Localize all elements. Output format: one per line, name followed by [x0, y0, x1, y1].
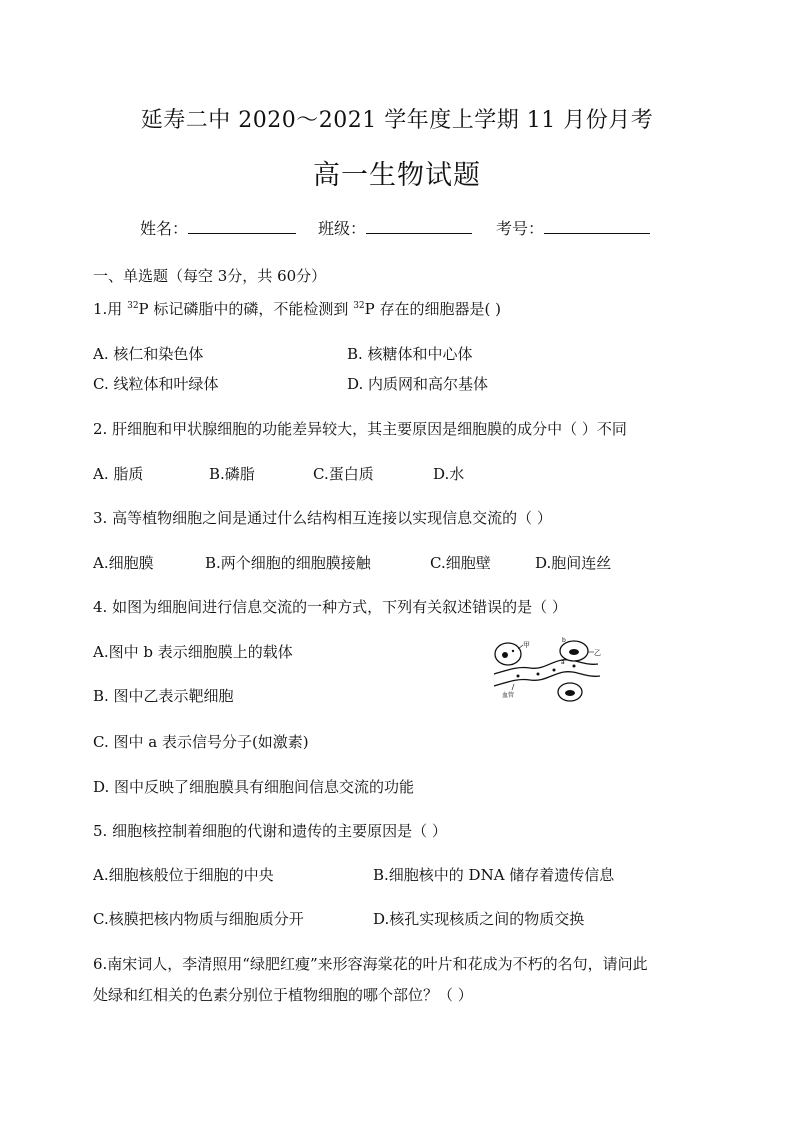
label-yi: 乙: [594, 649, 601, 657]
question-2-option-a: A. 脂质: [93, 465, 144, 483]
signal-molecule: [573, 665, 576, 668]
question-1-option-c: C. 线粒体和叶绿体: [93, 375, 219, 393]
question-5-option-c: C.核膜把核内物质与细胞质分开: [93, 910, 304, 928]
question-3-stem: 3. 高等植物细胞之间是通过什么结构相互连接以实现信息交流的（ ）: [93, 509, 552, 527]
signal-molecule: [517, 675, 520, 678]
vessel-lower-wall: [494, 672, 600, 686]
question-3-option-c: C.细胞壁: [430, 554, 491, 572]
exam-number-label: 考号：: [496, 219, 545, 238]
label-b: b: [562, 637, 566, 644]
exam-title: 延寿二中 2020～2021 学年度上学期 11 月份月考: [140, 108, 654, 133]
question-3-option-d: D.胞间连丝: [535, 554, 612, 572]
signal-molecule: [512, 650, 514, 652]
name-label: 姓名：: [140, 219, 189, 238]
question-4-option-b: B. 图中乙表示靶细胞: [93, 687, 234, 705]
name-field: [140, 216, 296, 239]
question-3-option-a: A.细胞膜: [93, 554, 154, 572]
question-5-stem: 5. 细胞核控制着细胞的代谢和遗传的主要原因是（ ）: [93, 822, 447, 840]
class-blank[interactable]: [366, 219, 472, 234]
question-4-option-d: D. 图中反映了细胞膜具有细胞间信息交流的功能: [93, 778, 415, 796]
question-4-stem: 4. 如图为细胞间进行信息交流的一种方式，下列有关叙述错误的是（ ）: [93, 598, 567, 616]
question-4-option-c: C. 图中 a 表示信号分子(如激素): [93, 733, 309, 751]
question-2-stem: 2. 肝细胞和甲状腺细胞的功能差异较大，其主要原因是细胞膜的成分中（ ）不同: [93, 420, 627, 438]
exam-number-blank[interactable]: [544, 219, 650, 234]
question-2-option-d: D.水: [433, 465, 465, 483]
name-blank[interactable]: [188, 219, 296, 234]
question-2-option-c: C.蛋白质: [313, 465, 374, 483]
question-5-option-a: A.细胞核般位于细胞的中央: [93, 866, 274, 884]
cell-yi-nucleus: [569, 649, 579, 655]
question-1-option-b: B. 核糖体和中心体: [347, 345, 473, 363]
exam-subtitle: 高一生物试题: [313, 160, 481, 191]
class-field: [318, 216, 472, 239]
label-vessel: 血管: [502, 692, 515, 699]
label-vessel-leader: [512, 684, 514, 690]
exam-number-field: [496, 216, 650, 239]
label-jia: 甲: [523, 641, 530, 649]
question-5-option-b: B.细胞核中的 DNA 储存着遗传信息: [373, 866, 615, 884]
signal-molecule: [553, 669, 556, 672]
question-1-option-a: A. 核仁和染色体: [93, 345, 204, 363]
question-1-option-d: D. 内质网和高尔基体: [347, 375, 489, 393]
label-a: a: [561, 659, 565, 666]
question-3-option-b: B.两个细胞的细胞膜接触: [205, 554, 371, 572]
question-1-stem: 1.用 $^{32}$P 标记磷脂中的磷，不能检测到 $^{32}$P 存在的细胞器是( ): [93, 300, 501, 318]
cell-jia-nucleus: [502, 652, 508, 658]
signal-molecule: [537, 673, 540, 676]
question-5-option-d: D.核孔实现核质之间的物质交换: [373, 910, 585, 928]
question-4-option-a: A.图中 b 表示细胞膜上的载体: [93, 643, 293, 661]
cell-lower-nucleus: [565, 690, 575, 696]
class-label: 班级：: [318, 219, 367, 238]
question-6-stem-line-1: 6.南宋词人，李清照用“绿肥红瘦”来形容海棠花的叶片和花成为不朽的名句，请问此: [93, 955, 648, 973]
section-title: 一、单选题（每空 3分，共 60分）: [93, 267, 327, 285]
question-6-stem-line-2: 处绿和红相关的色素分别位于植物细胞的哪个部位？（ ）: [93, 986, 473, 1004]
cell-jia: [495, 643, 521, 665]
question-2-option-b: B.磷脂: [209, 465, 255, 483]
cell-signaling-figure: [488, 634, 612, 704]
